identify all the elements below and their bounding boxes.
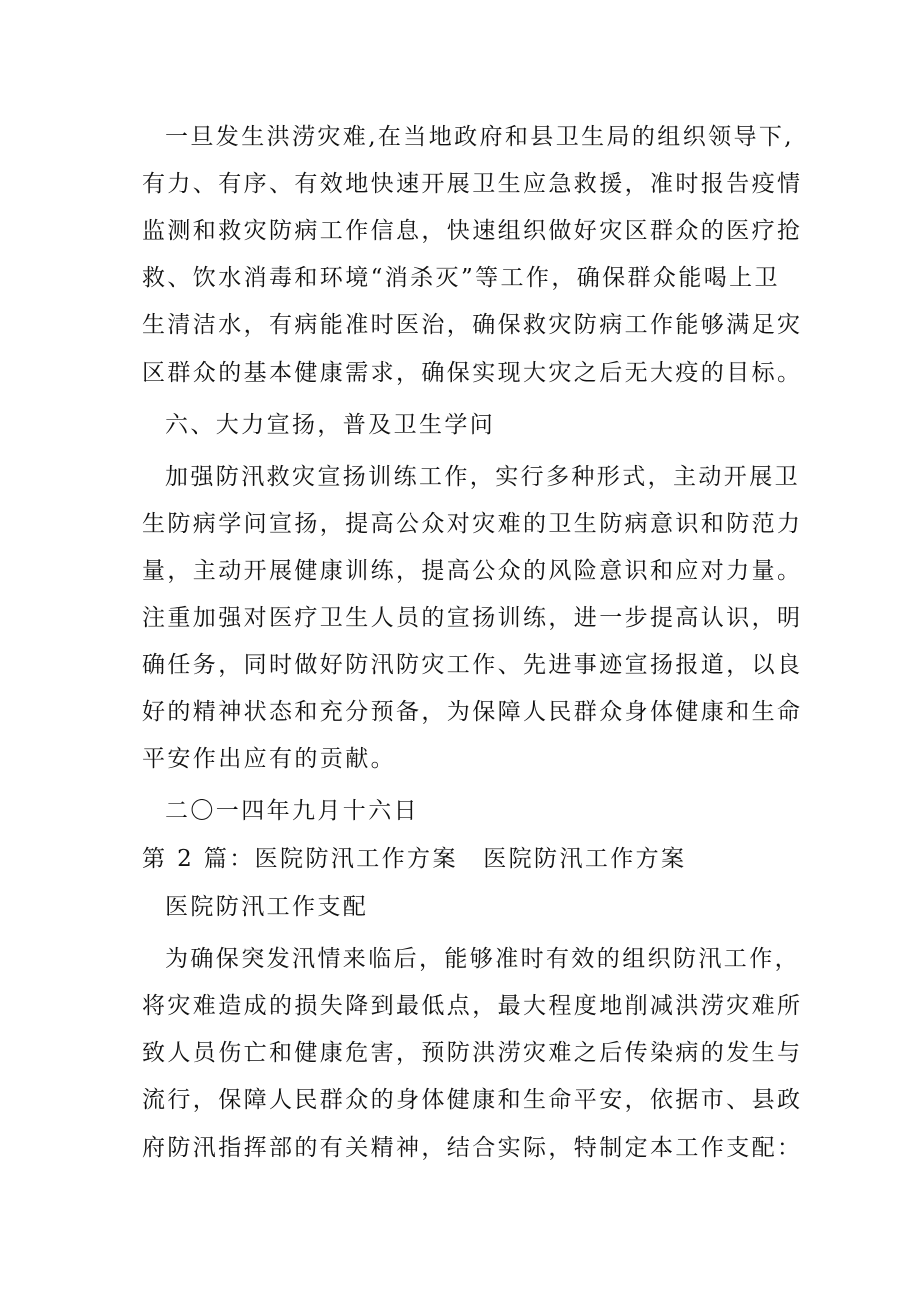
paragraph-line: 致人员伤亡和健康危害，预防洪涝灾难之后传染病的发生与 bbox=[142, 1040, 803, 1066]
paragraph-line: 救、饮水消毒和环境“消杀灭”等工作，确保群众能喝上卫 bbox=[142, 265, 780, 291]
paragraph-line: 平安作出应有的贡献。 bbox=[142, 746, 396, 772]
paragraph-line: 加强防汛救灾宣扬训练工作，实行多种形式，主动开展卫 bbox=[165, 464, 800, 490]
paragraph-line: 确任务，同时做好防汛防灾工作、先进事迹宣扬报道，以良 bbox=[142, 652, 803, 678]
date-line: 二〇一四年九月十六日 bbox=[165, 798, 419, 824]
chapter-title: 第 2 篇：医院防汛工作方案 医院防汛工作方案 bbox=[142, 846, 687, 872]
paragraph-line: 量，主动开展健康训练，提高公众的风险意识和应对力量。 bbox=[142, 558, 803, 584]
paragraph-line: 为确保突发汛情来临后，能够准时有效的组织防汛工作， bbox=[165, 946, 800, 972]
paragraph-line: 府防汛指挥部的有关精神，结合实际，特制定本工作支配： bbox=[142, 1135, 803, 1161]
paragraph-line: 一旦发生洪涝灾难,在当地政府和县卫生局的组织领导下, bbox=[165, 124, 795, 150]
paragraph-line: 生清洁水，有病能准时医治，确保救灾防病工作能够满足灾 bbox=[142, 312, 803, 338]
paragraph-line: 区群众的基本健康需求，确保实现大灾之后无大疫的目标。 bbox=[142, 360, 803, 386]
paragraph-line: 注重加强对医疗卫生人员的宣扬训练，进一步提高认识，明 bbox=[142, 605, 803, 631]
paragraph-line: 将灾难造成的损失降到最低点，最大程度地削减洪涝灾难所 bbox=[142, 993, 803, 1019]
section-heading: 六、大力宣扬，普及卫生学问 bbox=[165, 412, 496, 438]
paragraph-line: 流行，保障人民群众的身体健康和生命平安，依据市、县政 bbox=[142, 1087, 803, 1113]
paragraph-line: 好的精神状态和充分预备，为保障人民群众身体健康和生命 bbox=[142, 699, 803, 725]
paragraph-line: 生防病学问宣扬，提高公众对灾难的卫生防病意识和防范力 bbox=[142, 511, 803, 537]
section-heading: 医院防汛工作支配 bbox=[165, 894, 369, 920]
paragraph-line: 有力、有序、有效地快速开展卫生应急救援，准时报告疫情 bbox=[142, 171, 803, 197]
paragraph-line: 监测和救灾防病工作信息，快速组织做好灾区群众的医疗抢 bbox=[142, 218, 803, 244]
